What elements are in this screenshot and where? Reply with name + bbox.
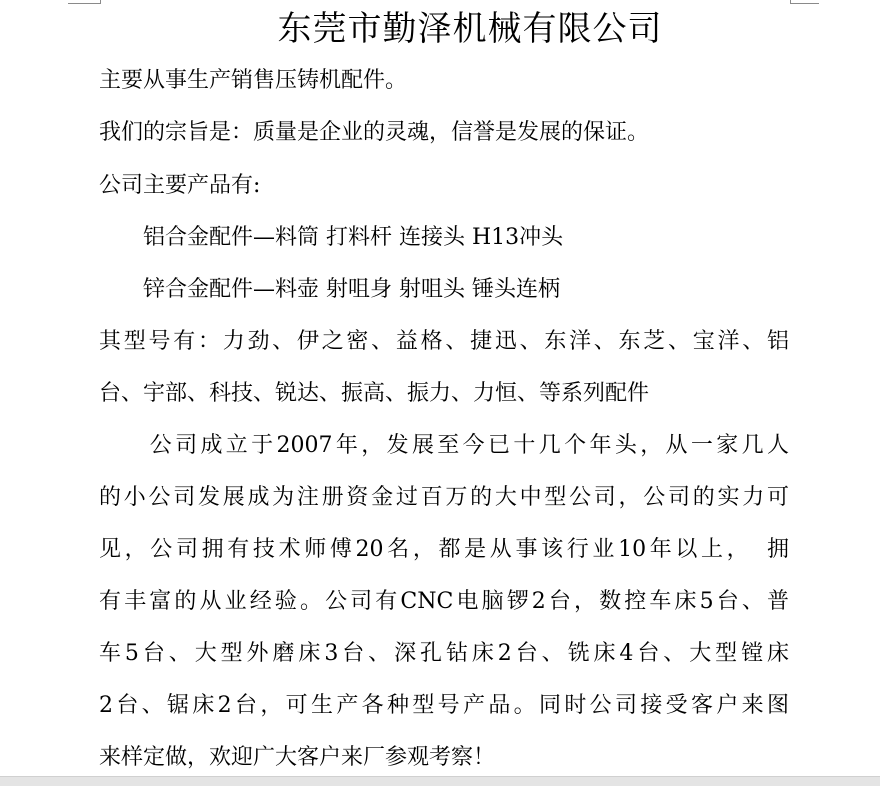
margin-corner-mark bbox=[790, 0, 819, 4]
text-line: 车5台、大型外磨床3台、深孔钻床2台、铣床4台、大型镗床 bbox=[99, 641, 789, 666]
horizontal-scrollbar[interactable] bbox=[0, 776, 880, 786]
text-line: 公司成立于2007年，发展至今已十几个年头，从一家几人 bbox=[99, 433, 789, 458]
text-line: 见，公司拥有技术师傅20名，都是从事该行业10年以上， 拥 bbox=[99, 537, 789, 562]
text-line: 主要从事生产销售压铸机配件。 bbox=[99, 68, 408, 93]
document-title: 东莞市勤泽机械有限公司 bbox=[277, 9, 663, 49]
text-line: 来样定做，欢迎广大客户来厂参观考察！ bbox=[99, 745, 496, 770]
text-line: 锌合金配件—料壶 射咀身 射咀头 锤头连柄 bbox=[99, 277, 560, 302]
text-line: 公司主要产品有: bbox=[99, 173, 261, 198]
text-line: 我们的宗旨是：质量是企业的灵魂，信誉是发展的保证。 bbox=[99, 120, 650, 145]
margin-corner-mark bbox=[68, 0, 101, 4]
text-line: 台、宇部、科技、锐达、振高、振力、力恒、等系列配件 bbox=[99, 381, 650, 406]
text-line: 有丰富的从业经验。公司有CNC电脑锣2台，数控车床5台、普 bbox=[99, 589, 789, 614]
text-line: 2台、锯床2台，可生产各种型号产品。同时公司接受客户来图 bbox=[99, 693, 789, 718]
text-line: 其型号有：力劲、伊之密、益格、捷迅、东洋、东芝、宝洋、铝 bbox=[99, 329, 789, 354]
text-line: 的小公司发展成为注册资金过百万的大中型公司，公司的实力可 bbox=[99, 485, 789, 510]
text-line: 铝合金配件—料筒 打料杆 连接头 H13冲头 bbox=[99, 225, 564, 250]
